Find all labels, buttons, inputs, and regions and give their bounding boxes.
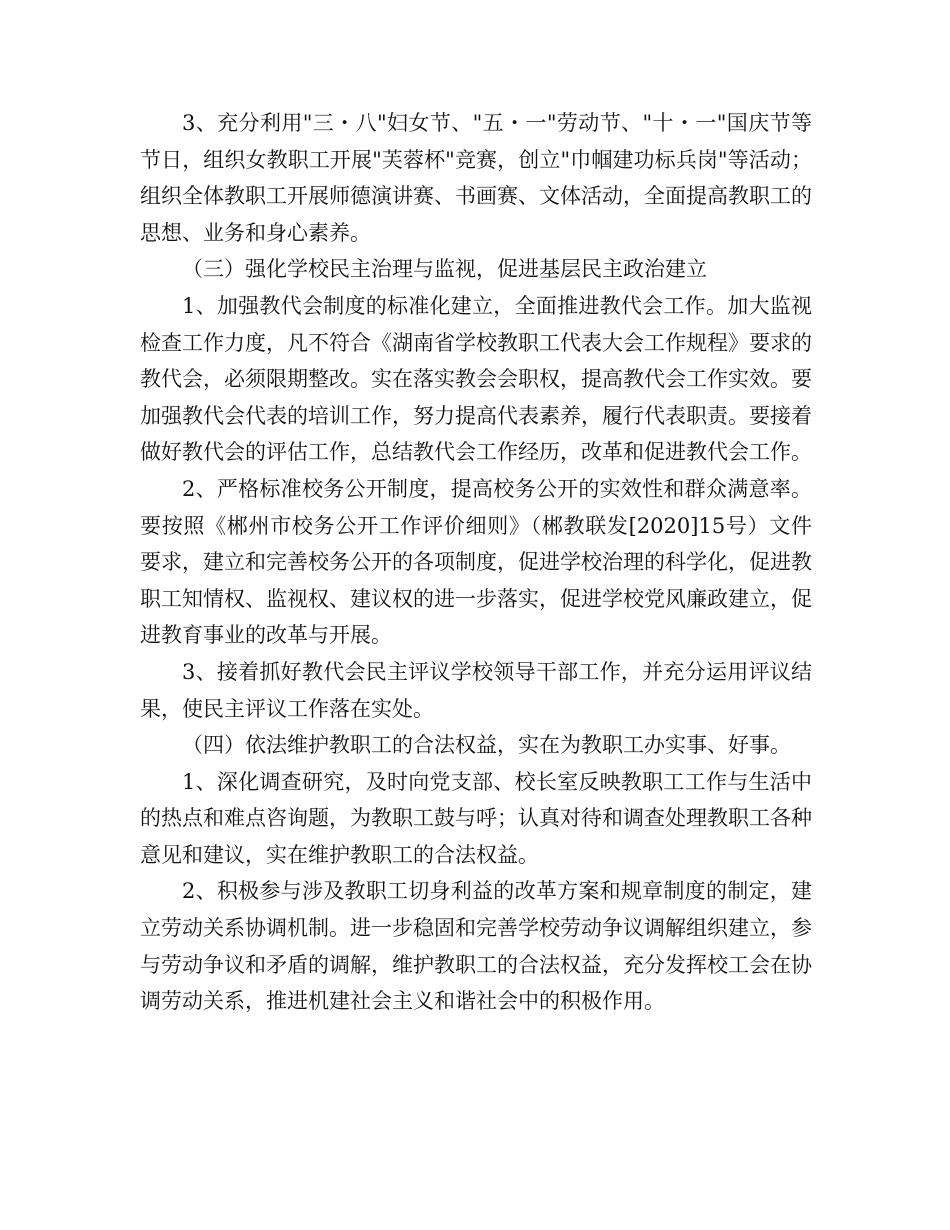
paragraph-staff-congress-system: 1、加强教代会制度的标准化建立，全面推进教代会工作。加大监视检查工作力度，凡不符合《湖南省学校教职工代表大会工作规程》要求的教代会，必须限期整改。实在落实教会会职权，提高教代会工作实效。要加强教代会代表的培训工作，努力提高代表素养，履行代表职责。要接着做好教代会的评估工作，总结教代会工作经历，改革和促进教代会工作。 [140, 293, 812, 465]
document-body [140, 105, 812, 1020]
paragraph-leader-evaluation: 3、接着抓好教代会民主评议学校领导干部工作，并充分运用评议结果，使民主评议工作落在实处。 [140, 659, 812, 721]
paragraph-women-festival-activities: 3、充分利用"三・八"妇女节、"五・一"劳动节、"十・一"国庆节等节日，组织女教职工开展"芙蓉杯"竞赛，创立"巾帼建功标兵岗"等活动；组织全体教职工开展师德演讲赛、书画赛、文体活动，全面提高教职工的思想、业务和身心素养。 [140, 111, 812, 245]
paragraph-school-affairs-disclosure: 2、严格标准校务公开制度，提高校务公开的实效性和群众满意率。要按照《郴州市校务公开工作评价细则》（郴教联发[2020]15号）文件要求，建立和完善校务公开的各项制度，促进学校治理的科学化，促进教职工知情权、监视权、建议权的进一步落实，促进学校党风廉政建立，促进教育事业的改革与开展。 [140, 476, 812, 648]
section-heading-democratic-governance: （三）强化学校民主治理与监视，促进基层民主政治建立 [182, 257, 707, 282]
paragraph-investigation-research: 1、深化调查研究，及时向党支部、校长室反映教职工工作与生活中的热点和难点咨询题，为教职工鼓与呼；认真对待和调查处理教职工各种意见和建议，实在维护教职工的合法权益。 [140, 769, 812, 867]
paragraph-labor-relations: 2、积极参与涉及教职工切身利益的改革方案和规章制度的制定，建立劳动关系协调机制。进一步稳固和完善学校劳动争议调解组织建立，参与劳动争议和矛盾的调解，维护教职工的合法权益，充分发挥校工会在协调劳动关系，推进机建社会主义和谐社会中的积极作用。 [140, 879, 812, 1014]
section-heading-staff-rights: （四）依法维护教职工的合法权益，实在为教职工办实事、好事。 [182, 733, 791, 758]
